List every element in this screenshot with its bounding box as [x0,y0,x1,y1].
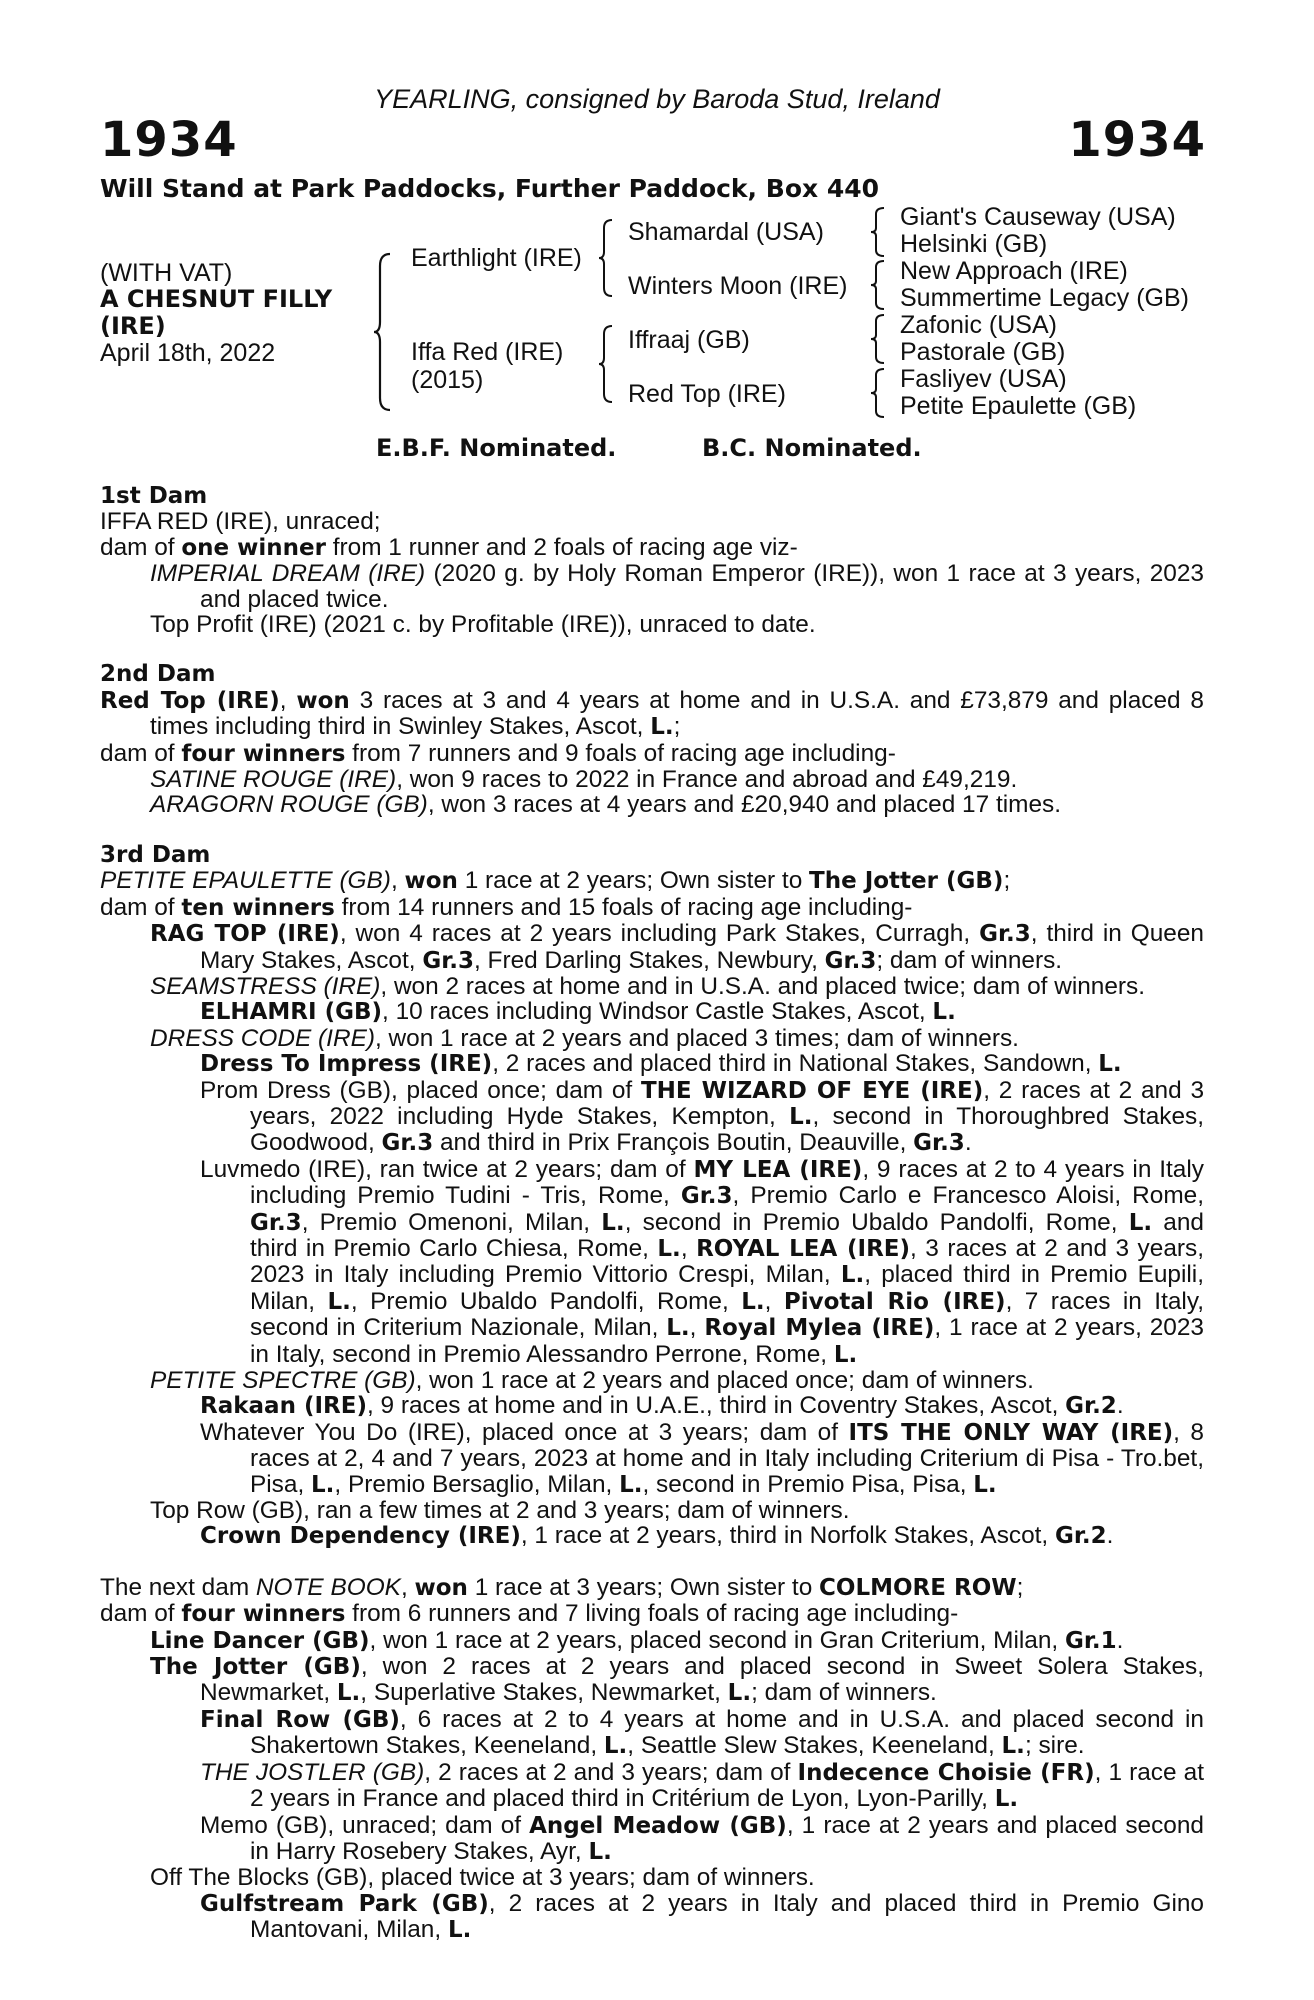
pedigree-line [100,535,1204,561]
lot-number-right: 1934 [1068,112,1206,168]
text-segment: L. [619,1471,643,1498]
pedigree-line [100,1078,1204,1157]
section-heading [100,484,1204,509]
text-segment: , 1 race at 2 years, 2023 in Italy, second in Premio Alessandro Perrone, Rome, [250,1314,1204,1368]
text-segment: L. [327,1288,351,1315]
text-segment: ten winners [181,894,335,921]
text-segment: Red Top (IRE) [100,687,280,714]
text-segment: , 2 races at 2 and 3 years; dam of [424,1758,798,1786]
gg-dam-dam-sire: Fasliyev (USA) [900,365,1067,393]
text-segment: , won 2 races at home and in U.S.A. and placed twice; dam of winners. [380,972,1146,1000]
pedigree-line [100,974,1204,999]
pedigree-notes [100,484,1204,1944]
pedigree-line [100,509,1204,534]
text-segment: , [680,1234,697,1262]
text-segment: , won 4 races at 2 years including Park Stakes, Curragh, [339,920,980,948]
gg-dam-sire-sire: Zafonic (USA) [900,311,1057,339]
pedigree-line [100,612,1204,637]
gg-sire-sire-dam: Helsinki (GB) [900,230,1048,258]
text-segment: , placed third in Premio Eupili, Milan, [250,1261,1205,1315]
text-segment: The Jotter (GB) [809,868,1004,895]
text-segment: dam of [100,893,182,921]
text-segment: (2020 g. by Holy Roman Emperor (IRE)), won 1 race at 3 years, 2023 and placed twice. [200,560,1204,613]
text-segment: , [279,686,297,714]
text-segment: , 2 races at 2 years in Italy and placed third in Premio Gino Mantovani, Milan, [250,1889,1205,1944]
text-segment: L. [1001,1733,1025,1760]
pedigree-line [100,1157,1204,1368]
pedigree-line [100,1523,1204,1549]
text-segment: . [1116,1392,1124,1420]
text-segment: , 6 races at 2 to 4 years at home and in U.S.A. and placed second in Shakertown Stakes, Keeneland, [250,1705,1204,1760]
text-segment: ; dam of winners. [876,946,1063,974]
pedigree-line [100,1601,1204,1627]
text-segment: L. [601,1209,625,1236]
text-segment: THE JOSTLER (GB) [200,1758,425,1786]
text-segment: SEAMSTRESS (IRE) [150,972,381,1000]
text-segment: , 2 races at 2 and 3 years, 2022 including Hyde Stakes, Kempton, [250,1076,1205,1130]
text-segment: , won 9 races to 2022 in France and abroad and £49,219. [396,766,1018,794]
text-segment: Gr.1 [1064,1627,1117,1654]
text-segment: L. [588,1838,612,1865]
brace-gg-4 [870,367,886,419]
text-segment: L. [789,1103,813,1130]
text-segment: Top Profit (IRE) (2021 c. by Profitable (IRE)), unraced to date. [150,611,816,639]
text-segment: L. [840,1262,865,1289]
text-segment: RAG TOP (IRE) [150,921,340,948]
text-segment: L. [603,1733,628,1760]
pedigree-line [100,868,1204,894]
text-segment: Final Row (GB) [200,1706,400,1733]
text-segment: , Fred Darling Stakes, Newbury, [474,946,825,974]
dam-sire: Iffraaj (GB) [628,326,750,354]
text-segment: Luvmedo (IRE), ran twice at 2 years; dam of [200,1155,694,1183]
text-segment: ELHAMRI (GB) [200,999,383,1026]
text-segment: SATINE ROUGE (IRE) [150,766,397,794]
pedigree-line [100,1891,1204,1944]
text-segment: ; [1003,867,1011,895]
spacer [100,637,1204,662]
text-segment: . [1116,1626,1124,1654]
text-segment: Dress To Impress (IRE) [200,1051,493,1078]
pedigree-line [100,1707,1204,1760]
text-segment: 3rd Dam [100,841,211,868]
consignor-line: YEARLING, consigned by Baroda Stud, Ireland [374,84,940,114]
text-segment: Gr.3 [824,947,877,974]
horse-origin: (IRE) [100,312,166,340]
section-heading [100,662,1204,687]
text-segment: Off The Blocks (GB), placed twice at 3 years; dam of winners. [150,1864,815,1892]
text-segment: Gr.3 [381,1130,434,1157]
text-segment: , [764,1287,784,1315]
pedigree-line [100,1654,1204,1707]
text-segment: DRESS CODE (IRE) [150,1024,375,1052]
brace-gg-1 [870,206,886,258]
text-segment: Gr.3 [680,1183,733,1210]
text-segment: L. [1128,1209,1153,1236]
bc-nomination: B.C. Nominated. [702,434,922,462]
text-segment: won [404,868,458,895]
text-segment: , 1 race at 2 years in France and placed third in Critérium de Lyon, Lyon-Parilly, [250,1758,1205,1813]
pedigree-line [100,1026,1204,1051]
gg-sire-sire-sire: Giant's Causeway (USA) [900,203,1176,231]
text-segment: Pivotal Rio (IRE) [783,1288,1006,1315]
pedigree-line [100,999,1204,1025]
text-segment: from 14 runners and 15 foals of racing age including- [334,893,913,921]
text-segment: The next dam [100,1573,256,1601]
text-segment: , [689,1314,705,1342]
text-segment: 1 race at 3 years; Own sister to [467,1573,820,1601]
text-segment: ; dam of winners. [751,1679,937,1707]
text-segment: , Premio Bersaglio, Milan, [334,1470,620,1498]
text-segment: , Seattle Slew Stakes, Keeneland, [627,1732,1002,1760]
text-segment: , [400,1573,415,1601]
pedigree-line [100,1865,1204,1890]
text-segment: one winner [181,534,326,561]
dam-dam: Red Top (IRE) [628,380,786,408]
text-segment: IFFA RED (IRE), unraced; [100,508,381,536]
text-segment: Top Row (GB), ran a few times at 2 and 3 years; dam of winners. [150,1497,850,1525]
text-segment: Rakaan (IRE) [200,1393,367,1420]
text-segment: PETITE SPECTRE (GB) [150,1367,416,1394]
text-segment: won [296,687,350,714]
text-segment: , 1 race at 2 years and placed second in Harry Rosebery Stakes, Ayr, [250,1811,1204,1865]
text-segment: Gr.3 [913,1130,965,1157]
spacer [100,818,1204,843]
pedigree-line [100,1393,1204,1419]
text-segment: , Premio Ubaldo Pandolfi, Rome, [350,1287,742,1315]
text-segment: ; sire. [1024,1732,1085,1760]
text-segment: , 2 races and placed third in National Stakes, Sandown, [492,1050,1099,1078]
text-segment: Memo (GB), unraced; dam of [200,1811,530,1839]
text-segment: , third in Queen Mary Stakes, Ascot, [200,920,1204,974]
pedigree-line [100,1813,1204,1866]
pedigree-line [100,741,1204,767]
text-segment: Gr.3 [250,1209,302,1236]
pedigree-line [100,1575,1204,1601]
text-segment: L. [666,1315,690,1342]
text-segment: , won 1 race at 2 years and placed 3 times; dam of winners. [374,1024,1019,1052]
dam-name: Iffa Red (IRE) [411,338,564,366]
pedigree-line [100,1368,1204,1393]
text-segment: ITS THE ONLY WAY (IRE) [848,1419,1174,1446]
text-segment: and third in Premio Carlo Chiesa, Rome, [250,1208,1204,1262]
text-segment: , 3 races at 2 and 3 years, 2023 in Italy including Premio Vittorio Crespi, Milan, [250,1234,1204,1289]
text-segment: COLMORE ROW [819,1574,1017,1601]
text-segment: from 6 runners and 7 living foals of racing age including- [345,1600,959,1628]
text-segment: Gr.3 [979,921,1031,948]
text-segment: L. [994,1786,1019,1813]
text-segment: L. [833,1341,858,1368]
text-segment: ; [1016,1573,1024,1601]
text-segment: L. [973,1471,997,1498]
pedigree-line [100,1498,1204,1523]
text-segment: L. [447,1917,472,1944]
text-segment: from 1 runner and 2 foals of racing age viz- [325,533,798,561]
text-segment: Gr.2 [1054,1523,1107,1550]
brace-gg-3 [870,313,886,365]
sire-sire: Shamardal (USA) [628,218,824,246]
text-segment: , won 1 race at 2 years, placed second in Gran Criterium, Milan, [369,1626,1065,1654]
sire-name: Earthlight (IRE) [411,244,582,272]
text-segment: Indecence Choisie (FR) [797,1759,1095,1786]
text-segment: , 9 races at 2 to 4 years in Italy including Premio Tudini - Tris, Rome, [250,1155,1204,1210]
brace-gg-2 [870,259,886,311]
text-segment: Gulfstream Park (GB) [200,1890,489,1917]
pedigree-line [100,792,1204,817]
text-segment: dam of [100,533,182,561]
text-segment: four winners [181,740,346,767]
pedigree-line [100,895,1204,921]
text-segment: L. [657,1235,681,1262]
dam-foaling-year: (2015) [411,366,484,394]
spacer [100,1550,1204,1575]
text-segment: 1 race at 2 years; Own sister to [457,867,810,895]
pedigree-line [100,1628,1204,1654]
text-segment: The Jotter (GB) [150,1654,361,1681]
text-segment: dam of [100,1600,182,1628]
text-segment: , won 2 races at 2 years and placed second in Sweet Solera Stakes, Newmarket, [200,1653,1204,1707]
gg-sire-dam-dam: Summertime Legacy (GB) [900,284,1189,312]
gg-dam-dam-dam: Petite Epaulette (GB) [900,392,1137,420]
text-segment: L. [932,999,956,1026]
text-segment: 1st Dam [100,483,208,509]
pedigree-line [100,688,1204,741]
pedigree-line [100,1420,1204,1498]
text-segment: , Premio Omenoni, Milan, [301,1208,602,1236]
vat-note: (WITH VAT) [100,259,233,287]
text-segment: , won 1 race at 2 years and placed once; dam of winners. [415,1367,1034,1394]
pedigree-line [100,921,1204,974]
text-segment: , Superlative Stakes, Newmarket, [360,1679,728,1707]
pedigree-line [100,1051,1204,1077]
text-segment: . [964,1129,972,1157]
text-segment: THE WIZARD OF EYE (IRE) [640,1077,984,1104]
text-segment: and third in Prix François Boutin, Deauville, [433,1129,914,1157]
text-segment: , second in Premio Pisa, Pisa, [642,1470,974,1498]
text-segment: L. [741,1288,765,1315]
pedigree-line [100,1760,1204,1813]
text-segment: L. [311,1471,335,1498]
text-segment: , 9 races at home and in U.A.E., third in Coventry Stakes, Ascot, [366,1392,1066,1420]
foaling-date: April 18th, 2022 [100,339,276,367]
text-segment: dam of [100,739,182,767]
text-segment: , 7 races in Italy, second in Criterium Nazionale, Milan, [250,1287,1205,1342]
text-segment: , Premio Carlo e Francesco Aloisi, Rome, [732,1182,1204,1210]
text-segment: L. [727,1680,752,1707]
text-segment: . [1106,1522,1114,1550]
text-segment: four winners [181,1601,346,1628]
text-segment: Line Dancer (GB) [150,1627,370,1654]
text-segment: Angel Meadow (GB) [529,1812,787,1839]
text-segment: , second in Thoroughbred Stakes, Goodwood, [250,1102,1205,1157]
text-segment: Whatever You Do (IRE), placed once at 3 years; dam of [200,1418,849,1446]
text-segment: L. [336,1680,361,1707]
lot-number-left: 1934 [100,112,238,168]
text-segment: PETITE EPAULETTE (GB) [100,867,391,895]
text-segment: Royal Mylea (IRE) [704,1315,935,1342]
gg-sire-dam-sire: New Approach (IRE) [900,257,1128,285]
text-segment: Prom Dress (GB), placed once; dam of [200,1076,641,1104]
pedigree-line [100,767,1204,792]
text-segment: Crown Dependency (IRE) [200,1523,521,1550]
text-segment: , 8 races at 2, 4 and 7 years, 2023 at home and in Italy including Criterium di Pisa - Tro.bet, Pisa, [250,1418,1205,1498]
text-segment: , [390,867,405,895]
pedigree-line [100,561,1204,612]
text-segment: ROYAL LEA (IRE) [696,1235,911,1262]
text-segment: MY LEA (IRE) [693,1156,863,1183]
text-segment: , won 3 races at 4 years and £20,940 and placed 17 times. [427,791,1062,819]
text-segment: , 10 races including Windsor Castle Stakes, Ascot, [382,998,933,1026]
text-segment: NOTE BOOK [255,1573,401,1601]
sire-dam: Winters Moon (IRE) [628,272,848,300]
text-segment: ; [673,713,681,741]
text-segment: 3 races at 3 and 4 years at home and in U.S.A. and £73,879 and placed 8 times including third in Swinley Stakes, Ascot, [150,686,1204,741]
text-segment: 2nd Dam [100,661,216,688]
dam-brace [598,324,614,404]
text-segment: from 7 runners and 9 foals of racing age including- [345,739,896,767]
horse-name: A CHESNUT FILLY [100,285,333,313]
pedigree-brace [372,252,394,412]
text-segment: IMPERIAL DREAM (IRE) [150,560,426,588]
gg-dam-sire-dam: Pastorale (GB) [900,338,1066,366]
stabling-location: Will Stand at Park Paddocks, Further Paddock, Box 440 [100,174,880,203]
text-segment: Gr.3 [422,947,474,974]
text-segment: , 1 race at 2 years, third in Norfolk Stakes, Ascot, [520,1522,1055,1550]
text-segment: won [414,1574,468,1601]
ebf-nomination: E.B.F. Nominated. [376,434,617,462]
section-heading [100,843,1204,868]
text-segment: L. [1098,1051,1122,1078]
sire-brace [598,218,614,298]
text-segment: ARAGORN ROUGE (GB) [150,791,428,819]
text-segment: L. [650,714,674,741]
text-segment: Gr.2 [1065,1393,1117,1420]
text-segment: , second in Premio Ubaldo Pandolfi, Rome, [624,1208,1129,1236]
